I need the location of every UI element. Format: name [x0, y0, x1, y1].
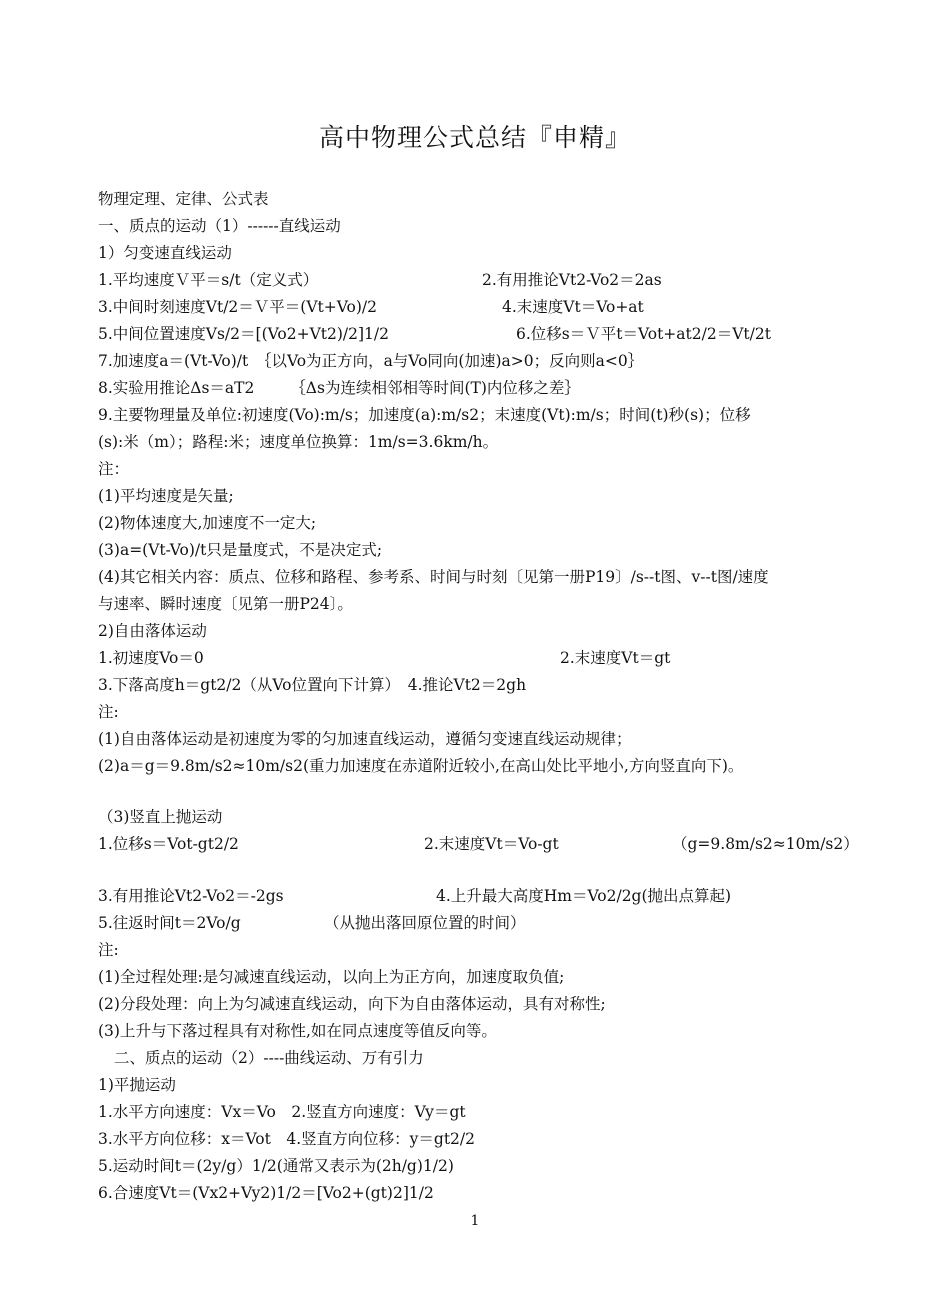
- formula-left: 1.平均速度Ｖ平＝s/t（定义式）: [98, 271, 319, 289]
- formula-left: 3.中间时刻速度Vt/2＝Ｖ平＝(Vt+Vo)/2: [98, 298, 377, 316]
- doc-line: (3)a=(Vt-Vo)/t只是量度式，不是决定式;: [98, 541, 383, 559]
- formula-left: 1.位移s＝Vot-gt2/2: [98, 835, 239, 853]
- doc-line: 6.合速度Vt＝(Vx2+Vy2)1/2＝[Vo2+(gt)2]1/2: [98, 1184, 434, 1202]
- doc-line: 注:: [98, 941, 119, 959]
- formula-left: 5.往返时间t＝2Vo/g: [98, 914, 241, 932]
- doc-line: [98, 324, 771, 344]
- doc-line: 3.水平方向位移：x＝Vot 4.竖直方向位移：y＝gt2/2: [98, 1130, 476, 1148]
- formula-left: 5.中间位置速度Vs/2＝[(Vo2+Vt2)/2]1/2: [98, 325, 389, 343]
- doc-line: 2)自由落体运动: [98, 622, 207, 640]
- doc-line: [98, 834, 859, 854]
- formula-right: 2.末速度Vt＝gt: [560, 649, 671, 667]
- doc-line: (1)全过程处理:是匀减速直线运动，以向上为正方向，加速度取负值;: [98, 968, 565, 986]
- doc-line: (4)其它相关内容：质点、位移和路程、参考系、时间与时刻〔见第一册P19〕/s--t图、v--t图/速度: [98, 568, 769, 586]
- doc-line: 1.水平方向速度：Vx＝Vo 2.竖直方向速度：Vy＝gt: [98, 1103, 466, 1121]
- doc-line: 1）匀变速直线运动: [98, 244, 232, 262]
- document-title: 高中物理公式总结『申精』: [318, 123, 631, 152]
- doc-line: 1)平抛运动: [98, 1076, 176, 1094]
- doc-line: (3)上升与下落过程具有对称性,如在同点速度等值反向等。: [98, 1022, 497, 1040]
- formula-left: 3.有用推论Vt2-Vo2＝-2gs: [98, 887, 284, 905]
- doc-line: (s):米（m）；路程:米；速度单位换算：1m/s=3.6km/h。: [98, 433, 499, 451]
- doc-line: 物理定理、定律、公式表: [98, 190, 269, 208]
- doc-line: (2)a＝g＝9.8m/s2≈10m/s2(重力加速度在赤道附近较小,在高山处比平地小,方向竖直向下)。: [98, 757, 744, 775]
- doc-line: 注:: [98, 703, 119, 721]
- doc-line: 5.运动时间t＝(2y/g）1/2(通常又表示为(2h/g)1/2): [98, 1157, 454, 1175]
- doc-line: [98, 297, 644, 317]
- formula-right: 4.末速度Vt＝Vo+at: [502, 298, 644, 316]
- doc-line: (2)物体速度大,加速度不一定大;: [98, 514, 317, 532]
- doc-line: 注：: [98, 460, 130, 478]
- doc-line: 9.主要物理量及单位:初速度(Vo):m/s；加速度(a):m/s2；末速度(Vt):m/s；时间(t)秒(s)；位移: [98, 406, 751, 424]
- formula-left: 1.初速度Vo＝0: [98, 649, 204, 667]
- section-heading: 二、质点的运动（2）----曲线运动、万有引力: [114, 1049, 424, 1067]
- formula-right: 2.有用推论Vt2-Vo2＝2as: [482, 271, 662, 289]
- formula-right: （g=9.8m/s2≈10m/s2）: [672, 835, 859, 853]
- doc-line: [98, 270, 662, 290]
- doc-line: 8.实验用推论Δs＝aT2 ｛Δs为连续相邻相等时间(T)内位移之差｝: [98, 379, 580, 397]
- doc-line: (1)平均速度是矢量;: [98, 487, 234, 505]
- formula-right: 4.上升最大高度Hm＝Vo2/2g(抛出点算起): [436, 887, 732, 905]
- doc-line: 一、质点的运动（1）------直线运动: [98, 217, 341, 235]
- doc-line: (1)自由落体运动是初速度为零的匀加速直线运动，遵循匀变速直线运动规律；: [98, 730, 632, 748]
- doc-line: [98, 648, 671, 668]
- formula-middle: 2.末速度Vt＝Vo-gt: [424, 835, 559, 853]
- doc-line: 7.加速度a＝(Vt-Vo)/t ｛以Vo为正方向，a与Vo同向(加速)a>0；反向则a<0｝: [98, 352, 644, 370]
- page-number: 1: [470, 1213, 480, 1229]
- doc-line: [98, 913, 526, 933]
- formula-right: 6.位移s＝Ｖ平t＝Vot+at2/2＝Vt/2t: [516, 325, 771, 343]
- doc-line: （3)竖直上抛运动: [98, 808, 223, 826]
- doc-line: 3.下落高度h＝gt2/2（从Vo位置向下计算） 4.推论Vt2＝2gh: [98, 676, 527, 694]
- doc-line: (2)分段处理：向上为匀减速直线运动，向下为自由落体运动，具有对称性;: [98, 995, 606, 1013]
- doc-line: 与速率、瞬时速度〔见第一册P24〕。: [98, 595, 353, 613]
- formula-right: （从抛出落回原位置的时间）: [324, 914, 526, 932]
- doc-line: [98, 886, 732, 906]
